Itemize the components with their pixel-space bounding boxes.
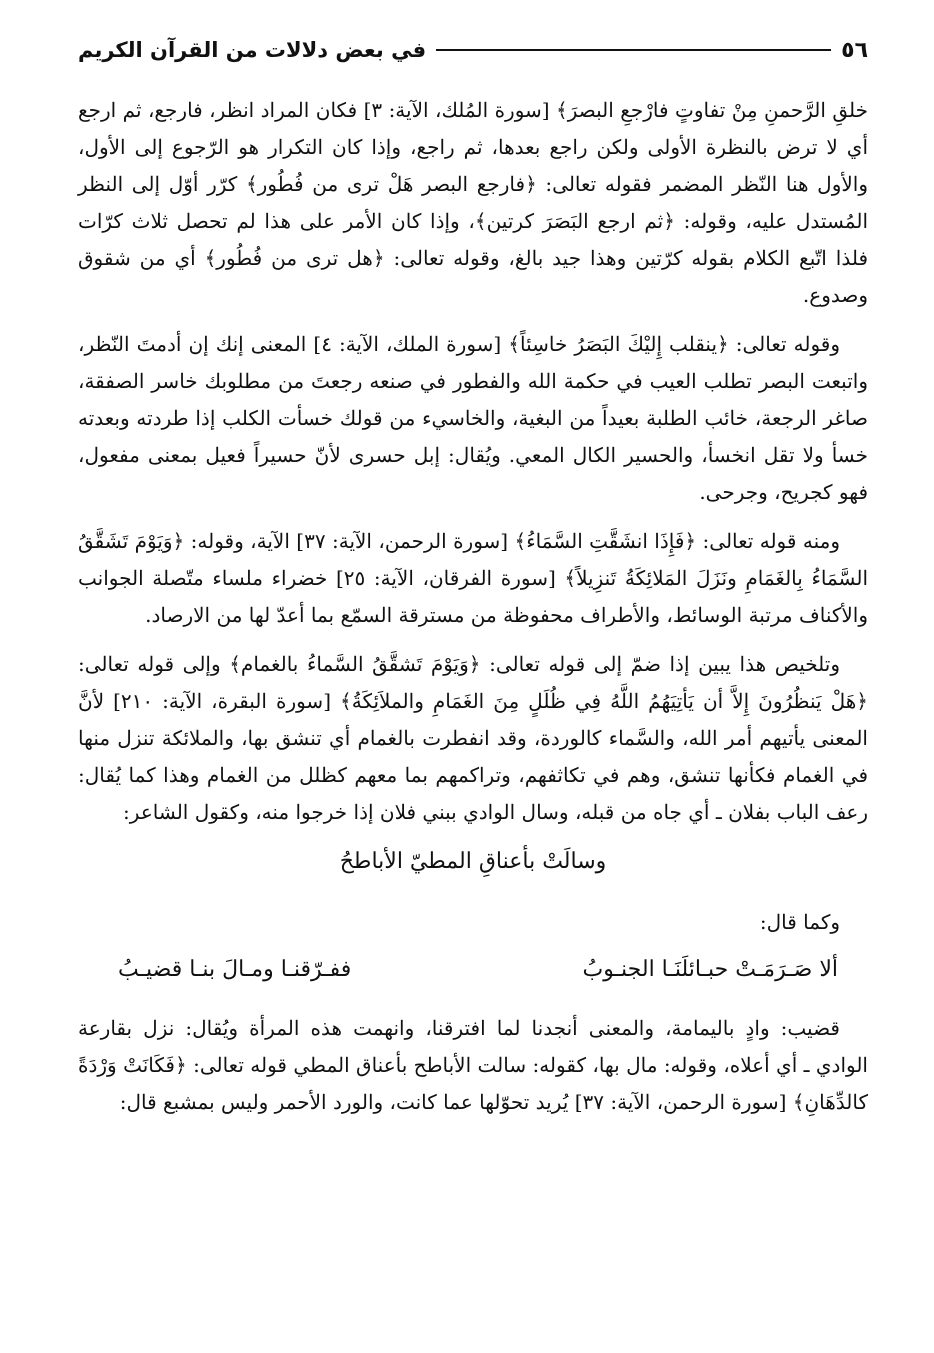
paragraph-final: قضيب: وادٍ باليمامة، والمعنى أنجدنا لما افترقنا، وانهمت هذه المرأة ويُقال: نزل بقارعة الوادي ـ أي أعلاه، وقوله: مال بها، كقوله: سالت الأباطح بأعناق المطي قوله تعالى: ﴿فَكَانَتْ وَرْدَةً كالدِّهَانِ﴾ [سورة الرحمن، الآية: ٣٧] يُريد تحوّلها عما كانت، والورد الأحمر وليس بمشبع قال: [78, 1016, 868, 1114]
book-page [78, 30, 868, 1133]
poetry-couplet [78, 951, 868, 988]
page-number: ٥٦ [841, 37, 868, 63]
quoted-verse-line: وسالَتْ بأعناقِ المطيّ الأباطحُ [339, 849, 607, 874]
paragraph-4: وتلخيص هذا يبين إذا ضمّ إلى قوله تعالى: ﴿وَيَوْمَ تَشقَّقُ السَّماءُ بالغمام﴾ وإلى قوله تعالى: ﴿هَلْ يَنظُرُونَ إِلاَّ أن يَأتِيَهُمُ اللَّهُ فِي ظُلَلٍ مِنَ الغَمَامِ والملاَئِكَةُ﴾ [سورة البقرة، الآية: ٢١٠] لأنَّ المعنى يأتيهم أمر الله، والسَّماء كالوردة، وقد انفطرت بالغمام أي تنشق بها، والملائكة تنزل منها في الغمام فكأنها تنشق، وهم في تكاثفهم، وتراكمهم بما معهم كظلل من الغمام وهذا كما يُقال: رعف الباب بفلان ـ أي جاه من قبله، وسال الوادي ببني فلان إذا خرجوا منه، وكقول الشاعر: [78, 652, 868, 824]
running-title: في بعض دلالات من القرآن الكريم [78, 38, 427, 62]
page-header [78, 30, 868, 70]
first-hemistich: ألا صَـرَمَـتْ حبـائلَنَـا الجنـوبُ [582, 957, 838, 982]
page-body [78, 92, 868, 1121]
paragraph-1: خلقِ الرَّحمنِ مِنْ تفاوتٍ فارْجعِ البصرَ﴾ [سورة المُلك، الآية: ٣] فكان المراد انظر، فارجع، ثم ارجع أي لا ترض بالنظرة الأولى ولكن راجع بعدها، ثم راجع، وإذا كان التكرار هو الرّجوع إلى الأول، والأول هنا النّظر المضمر فقوله تعالى: ﴿فارجع البصر هَلْ ترى من فُطُور﴾ كرّر أوّل إلى النظر المُستدل عليه، وقوله: ﴿ثم ارجع البَصَرَ كرتين﴾، وإذا كان الأمر على هذا لم تحصل ثلاث كرّات فلذا اتّبع الكلام بقوله كرّتين وهذا جيد بالغ، وقوله تعالى: ﴿هل ترى من فُطُور﴾ أي من شقوق وصدوع. [78, 98, 868, 307]
header-rule [436, 49, 831, 51]
second-hemistich: ففـرّقنـا ومـالَ بنـا قضيـبُ [118, 957, 352, 982]
paragraph-3: ومنه قوله تعالى: ﴿فَإِذَا انشَقَّتِ السَّمَاءُ﴾ [سورة الرحمن، الآية: ٣٧] الآية، وقوله: ﴿وَيَوْمَ تَشَقَّقُ السَّمَاءُ بِالغَمَامِ ونَزَلَ المَلائِكَةُ تَنزِيلاً﴾ [سورة الفرقان، الآية: ٢٥] خضراء ملساء متّصلة الجوانب والأكناف مرتبة الوسائط، والأطراف محفوظة من مسترقة السمّع بما أعدّ لها من الارصاد. [78, 529, 869, 627]
paragraph-2: وقوله تعالى: ﴿ينقلب إِليْكَ البَصَرُ خاسِئاً﴾ [سورة الملك، الآية: ٤] المعنى إنك إن أدمتَ النّظر، واتبعت البصر تطلب العيب في حكمة الله والفطور في صنعه رجعتَ من مطلوبك خاسر الصفقة، صاغر الرجعة، خائب الطلبة بعيداً من البغية، والخاسيء من قولك خسأت الكلب إذا طردته وبعدته خسأ ولا تقل انخسأ، والحسير الكال المعي. ويُقال: إبل حسرى لأنّ حسيراً فعيل بمعنى مفعول، فهو كجريح، وجرحى. [78, 332, 868, 504]
kama-qal-label: وكما قال: [759, 910, 840, 934]
